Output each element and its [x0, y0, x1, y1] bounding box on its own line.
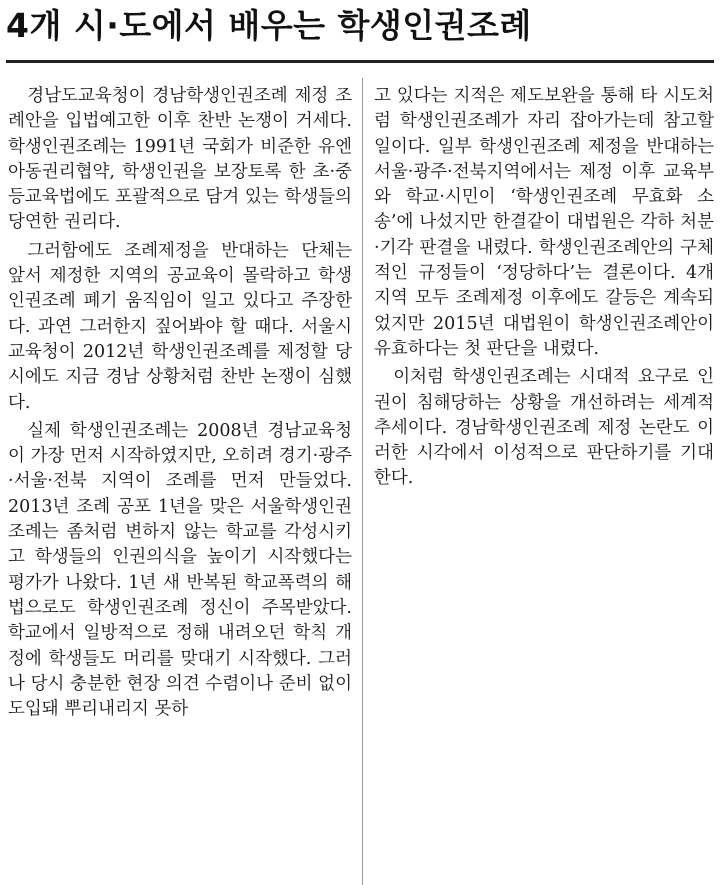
paragraph: 이처럼 학생인권조례는 시대적 요구로 인권이 침해당하는 상황을 개선하려는 세계적 추세이다. 경남학생인권조례 제정 논란도 이러한 시각에서 이성적으로 판단하기를 기대한다. — [374, 367, 714, 489]
paragraph: 그러함에도 조례제정을 반대하는 단체는 앞서 제정한 지역의 공교육이 몰락하고 학생인권조례 폐기 움직임이 일고 있다고 주장한다. 과연 그러한지 짚어봐야 할 때다. 서울시교육청이 2012년 학생인권조례를 제정할 당시에도 지금 경남 상황처럼 찬반 논쟁이 심했다. — [8, 240, 352, 413]
paragraph: 경남도교육청이 경남학생인권조례 제정 조례안을 입법예고한 이후 찬반 논쟁이 거세다. 학생인권조례는 1991년 국회가 비준한 유엔 아동권리협약, 학생인권을 보장토록 한 초·중등교육법에도 포괄적으로 담겨 있는 학생들의 당연한 권리다. — [8, 86, 352, 233]
column-divider — [362, 78, 363, 885]
right-column — [374, 84, 714, 492]
left-column — [8, 84, 352, 722]
headline: 4개 시·도에서 배우는 학생인권조례 — [6, 6, 532, 45]
paragraph-continuation: 고 있다는 지적은 제도보완을 통해 타 시도처럼 학생인권조례가 자리 잡아가는데 참고할 일이다. 일부 학생인권조례 제정을 반대하는 서울·광주·전북지역에서는 제정 이후 교육부와 학교·시민이 ‘학생인권조례 무효화 소송’에 나섰지만 한결같이 대법원은 각하 처분·기각 판결을 내렸다. 학생인권조례안의 구체적인 규정들이 ‘정당하다’는 결론이다. 4개 지역 모두 조례제정 이후에도 갈등은 계속되었지만 2015년 대법원이 학생인권조례안이 유효하다는 첫 판단을 내렸다. — [374, 86, 714, 359]
headline-rule — [6, 60, 714, 63]
paragraph: 실제 학생인권조례는 2008년 경남교육청이 가장 먼저 시작하였지만, 오히려 경기·광주·서울·전북 지역이 조례를 먼저 만들었다. 2013년 조례 공포 1년을 맞은 서울학생인권조례는 좀처럼 변하지 않는 학교를 각성시키고 학생들의 인권의식을 높이기 시작했다는 평가가 나왔다. 1년 새 반복된 학교폭력의 해법으로도 학생인권조례 정신이 주목받았다. 학교에서 일방적으로 정해 내려오던 학칙 개정에 학생들도 머리를 맞대기 시작했다. 그러나 당시 충분한 현장 의견 수렴이나 준비 없이 도입돼 뿌리내리지 못하 — [8, 420, 352, 720]
